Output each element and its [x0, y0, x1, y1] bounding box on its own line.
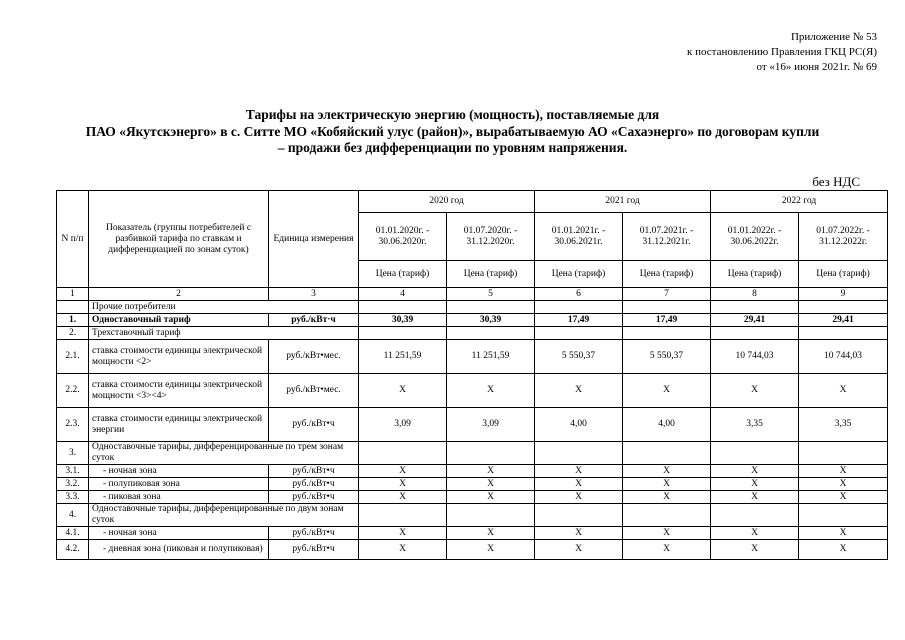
price-cell: X: [359, 478, 447, 491]
price-cell: X: [359, 374, 447, 408]
empty-cell: [799, 327, 888, 340]
price-cell: X: [711, 478, 799, 491]
row-number: [57, 301, 89, 314]
section-label: Трехставочный тариф: [89, 327, 359, 340]
price-cell: X: [447, 465, 535, 478]
header-period: 01.01.2021г. - 30.06.2021г.: [535, 213, 623, 261]
row-number: 4.1.: [57, 527, 89, 540]
price-cell: X: [535, 491, 623, 504]
empty-cell: [447, 504, 535, 527]
empty-cell: [359, 504, 447, 527]
row-number: 2.1.: [57, 340, 89, 374]
unit-cell: руб./кВт·ч: [269, 314, 359, 327]
section-row: [57, 327, 888, 340]
section-label: Одноставочные тарифы, дифференцированные по трем зонам суток: [89, 442, 359, 465]
document-title: [20, 107, 885, 157]
title-line: Тарифы на электрическую энергию (мощность), поставляемые для: [245, 107, 660, 122]
header-period: 01.07.2021г. - 31.12.2021г.: [623, 213, 711, 261]
price-cell: 29,41: [711, 314, 799, 327]
price-cell: X: [447, 527, 535, 540]
table-row: [57, 340, 888, 374]
appendix-number: Приложение № 53: [790, 31, 877, 43]
price-cell: 3,35: [799, 408, 888, 442]
empty-cell: [359, 301, 447, 314]
price-cell: X: [359, 465, 447, 478]
price-cell: X: [447, 540, 535, 560]
price-cell: 30,39: [447, 314, 535, 327]
indicator-label: ставка стоимости единицы электрической мощности <2>: [89, 340, 269, 374]
price-cell: 10 744,03: [799, 340, 888, 374]
empty-cell: [447, 442, 535, 465]
header-period: 01.07.2022г. - 31.12.2022г.: [799, 213, 888, 261]
price-cell: X: [535, 478, 623, 491]
column-number: 5: [447, 288, 535, 301]
table-row: [57, 527, 888, 540]
row-number: 3.2.: [57, 478, 89, 491]
empty-cell: [711, 442, 799, 465]
table-row: [57, 374, 888, 408]
price-cell: X: [623, 491, 711, 504]
row-number: 3.1.: [57, 465, 89, 478]
unit-cell: руб./кВт•ч: [269, 408, 359, 442]
table-row: [57, 478, 888, 491]
title-line: – продажи без дифференциации по уровням напряжения.: [277, 140, 628, 155]
section-label: Прочие потребители: [89, 301, 359, 314]
section-row: [57, 301, 888, 314]
table-row: [57, 408, 888, 442]
unit-cell: руб./кВт•мес.: [269, 374, 359, 408]
unit-cell: руб./кВт•ч: [269, 540, 359, 560]
price-cell: 5 550,37: [623, 340, 711, 374]
empty-cell: [711, 327, 799, 340]
indicator-label: - ночная зона: [89, 465, 269, 478]
header-price: Цена (тариф): [359, 261, 447, 288]
row-number: 4.: [57, 504, 89, 527]
table-body: [57, 301, 888, 560]
column-number: 8: [711, 288, 799, 301]
price-cell: 17,49: [535, 314, 623, 327]
header-price: Цена (тариф): [799, 261, 888, 288]
header-year-2022: 2022 год: [711, 191, 888, 213]
empty-cell: [535, 504, 623, 527]
header-num: N п/п: [57, 191, 89, 288]
row-number: 2.: [57, 327, 89, 340]
price-cell: X: [799, 527, 888, 540]
empty-cell: [535, 301, 623, 314]
row-number: 2.3.: [57, 408, 89, 442]
row-number: 3.3.: [57, 491, 89, 504]
price-cell: 3,35: [711, 408, 799, 442]
indicator-label: ставка стоимости единицы электрической мощности <3><4>: [89, 374, 269, 408]
unit-cell: руб./кВт•ч: [269, 527, 359, 540]
price-cell: 10 744,03: [711, 340, 799, 374]
column-number: 6: [535, 288, 623, 301]
price-cell: X: [623, 374, 711, 408]
indicator-label: Одноставочный тариф: [89, 314, 269, 327]
empty-cell: [447, 301, 535, 314]
price-cell: X: [535, 527, 623, 540]
column-number: 2: [89, 288, 269, 301]
empty-cell: [711, 504, 799, 527]
empty-cell: [447, 327, 535, 340]
empty-cell: [359, 327, 447, 340]
price-cell: X: [623, 478, 711, 491]
column-number: 4: [359, 288, 447, 301]
header-price: Цена (тариф): [447, 261, 535, 288]
price-cell: X: [359, 540, 447, 560]
vat-note: без НДС: [812, 174, 860, 189]
price-cell: X: [359, 491, 447, 504]
row-number: 2.2.: [57, 374, 89, 408]
price-cell: 11 251,59: [447, 340, 535, 374]
price-cell: 4,00: [535, 408, 623, 442]
empty-cell: [535, 327, 623, 340]
section-row: [57, 442, 888, 465]
empty-cell: [623, 442, 711, 465]
table-row: [57, 491, 888, 504]
unit-cell: руб./кВт•мес.: [269, 340, 359, 374]
price-cell: X: [535, 465, 623, 478]
indicator-label: - ночная зона: [89, 527, 269, 540]
price-cell: 3,09: [359, 408, 447, 442]
tariff-table: [56, 190, 888, 560]
price-cell: X: [623, 527, 711, 540]
empty-cell: [535, 442, 623, 465]
column-number: 7: [623, 288, 711, 301]
appendix-date: от «16» июня 2021г. № 69: [756, 61, 877, 73]
price-cell: X: [799, 374, 888, 408]
row-number: 4.2.: [57, 540, 89, 560]
unit-cell: руб./кВт•ч: [269, 478, 359, 491]
appendix-resolution: к постановлению Правления ГКЦ РС(Я): [687, 46, 877, 58]
price-cell: 4,00: [623, 408, 711, 442]
unit-cell: руб./кВт•ч: [269, 465, 359, 478]
table-row: [57, 465, 888, 478]
indicator-label: - пиковая зона: [89, 491, 269, 504]
header-price: Цена (тариф): [623, 261, 711, 288]
price-cell: X: [535, 374, 623, 408]
table-row: [57, 314, 888, 327]
table-row: [57, 540, 888, 560]
title-line: ПАО «Якутскэнерго» в с. Ситте МО «Кобяйский улус (район)», вырабатываемую АО «Сахаэнерго» по договорам купли: [85, 123, 820, 139]
price-cell: X: [711, 540, 799, 560]
price-cell: 17,49: [623, 314, 711, 327]
price-cell: 30,39: [359, 314, 447, 327]
row-number: 3.: [57, 442, 89, 465]
price-cell: X: [535, 540, 623, 560]
header-period: 01.07.2020г. - 31.12.2020г.: [447, 213, 535, 261]
header-price: Цена (тариф): [711, 261, 799, 288]
indicator-label: ставка стоимости единицы электрической энергии: [89, 408, 269, 442]
price-cell: X: [711, 465, 799, 478]
price-cell: 11 251,59: [359, 340, 447, 374]
row-number: 1.: [57, 314, 89, 327]
empty-cell: [623, 504, 711, 527]
price-cell: X: [799, 540, 888, 560]
table-header: [57, 191, 888, 301]
price-cell: X: [799, 465, 888, 478]
column-number: 1: [57, 288, 89, 301]
price-cell: X: [623, 465, 711, 478]
price-cell: X: [447, 374, 535, 408]
price-cell: X: [799, 478, 888, 491]
price-cell: 29,41: [799, 314, 888, 327]
price-cell: X: [623, 540, 711, 560]
empty-cell: [799, 504, 888, 527]
empty-cell: [799, 442, 888, 465]
empty-cell: [623, 327, 711, 340]
price-cell: X: [799, 491, 888, 504]
price-cell: 5 550,37: [535, 340, 623, 374]
header-indicator: Показатель (группы потребителей с разбивкой тарифа по ставкам и дифференциацией по зонам суток): [89, 191, 269, 288]
empty-cell: [711, 301, 799, 314]
price-cell: X: [447, 478, 535, 491]
price-cell: X: [447, 491, 535, 504]
header-unit: Единица измерения: [269, 191, 359, 288]
price-cell: X: [711, 527, 799, 540]
column-number: 9: [799, 288, 888, 301]
appendix-reference: [687, 30, 877, 75]
indicator-label: - полупиковая зона: [89, 478, 269, 491]
section-row: [57, 504, 888, 527]
empty-cell: [359, 442, 447, 465]
header-period: 01.01.2022г. - 30.06.2022г.: [711, 213, 799, 261]
price-cell: X: [711, 491, 799, 504]
section-label: Одноставочные тарифы, дифференцированные по двум зонам суток: [89, 504, 359, 527]
empty-cell: [799, 301, 888, 314]
empty-cell: [623, 301, 711, 314]
header-period: 01.01.2020г. - 30.06.2020г.: [359, 213, 447, 261]
price-cell: 3,09: [447, 408, 535, 442]
price-cell: X: [359, 527, 447, 540]
header-price: Цена (тариф): [535, 261, 623, 288]
indicator-label: - дневная зона (пиковая и полупиковая): [89, 540, 269, 560]
unit-cell: руб./кВт•ч: [269, 491, 359, 504]
header-year-2020: 2020 год: [359, 191, 535, 213]
price-cell: X: [711, 374, 799, 408]
column-number: 3: [269, 288, 359, 301]
header-year-2021: 2021 год: [535, 191, 711, 213]
